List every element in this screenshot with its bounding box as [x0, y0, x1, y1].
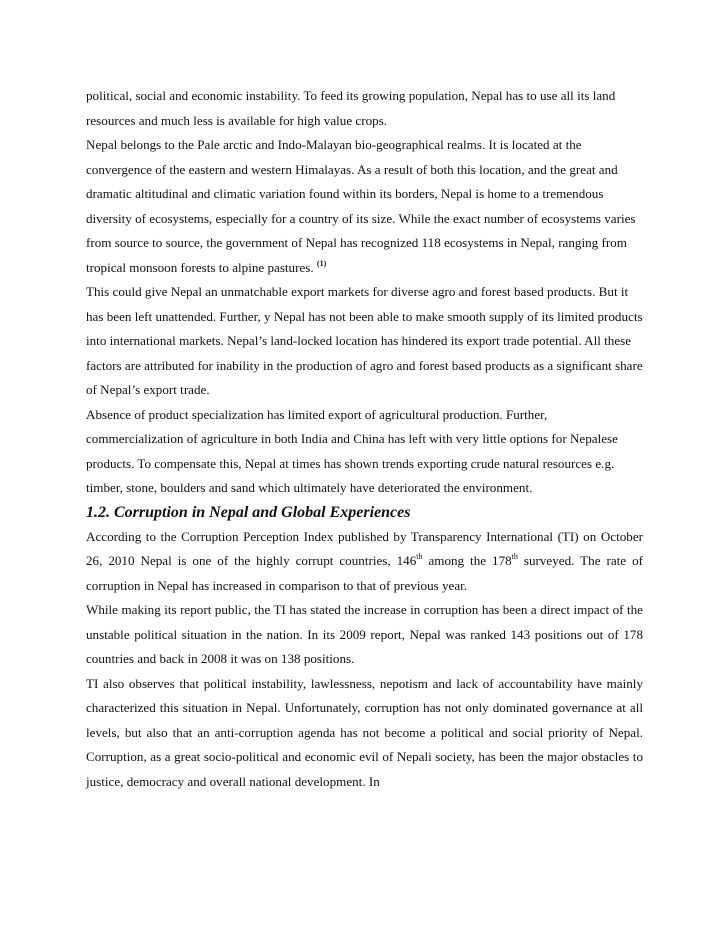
paragraph-export-markets: This could give Nepal an unmatchable export markets for diverse agro and forest based products. But it has been left unattended. Further, y Nepal has not been able to make smooth supply of its limited products into international markets. Nepal’s land-locked location has hindered its export trade potential. All these factors are attributed for inability in the production of agro and forest based products as a significant share of Nepal’s export trade.	[86, 284, 643, 397]
paragraph-cpi-text-c: surveyed. The rate of corruption in Nepal has increased in comparison to that of previous year.	[86, 553, 643, 593]
paragraph-cpi-text-a: According to the Corruption Perception Index published by Transparency International (TI) on October 26, 2010 Nepal is one of the highly corrupt countries, 146	[86, 528, 643, 568]
paragraph-biogeography	[86, 133, 643, 280]
ordinal-suffix-1: th	[416, 552, 423, 561]
paragraph-instability: political, social and economic instability. To feed its growing population, Nepal has to use all its land resources and much less is available for high value crops.	[86, 88, 616, 128]
ordinal-suffix-2: th	[511, 552, 518, 561]
paragraph-biogeography-text: Nepal belongs to the Pale arctic and Indo-Malayan bio-geographical realms. It is located at the convergence of the eastern and western Himalayas. As a result of both this location, and the great and dramatic altitudinal and climatic variation found within its borders, Nepal is home to a tremendous diversity of ecosystems, especially for a country of its size. While the exact number of ecosystems varies from source to source, the government of Nepal has recognized 118 ecosystems in Nepal, ranging from tropical monsoon forests to alpine pastures.	[86, 137, 636, 275]
paragraph-cpi-text-b: among the 178	[422, 553, 512, 568]
paragraph-specialization: Absence of product specialization has limited export of agricultural production. Further, commercialization of agriculture in both India and China has left with very little options for Nepalese products. To compensate this, Nepal at times has shown trends exporting crude natural resources e.g. timber, stone, boulders and sand which ultimately have deteriorated the environment.	[86, 406, 618, 495]
document-page	[86, 84, 643, 794]
paragraph-cpi	[86, 525, 643, 599]
section-heading: 1.2. Corruption in Nepal and Global Experiences	[86, 503, 411, 521]
paragraph-ti-observations: TI also observes that political instability, lawlessness, nepotism and lack of accountability have mainly characterized this situation in Nepal. Unfortunately, corruption has not only dominated governance at all levels, but also that an anti-corruption agenda has not become a political and social priority of Nepal. Corruption, as a great socio-political and economic evil of Nepali society, has been the major obstacles to justice, democracy and overall national development. In	[86, 675, 643, 789]
reference-marker: (1)	[316, 258, 327, 268]
paragraph-ti-report: While making its report public, the TI has stated the increase in corruption has been a direct impact of the unstable political situation in the nation. In its 2009 report, Nepal was ranked 143 positions out of 178 countries and back in 2008 it was on 138 positions.	[86, 602, 643, 666]
